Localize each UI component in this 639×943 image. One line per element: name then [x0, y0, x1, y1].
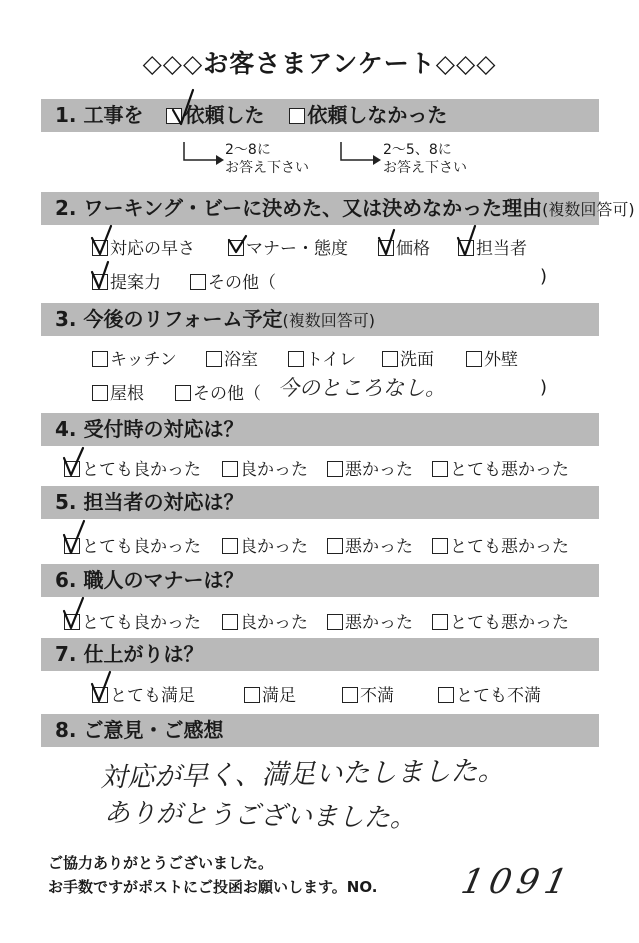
option-label: 提案力	[110, 273, 161, 293]
option-label: 依頼した	[184, 103, 265, 127]
option-label: 悪かった	[345, 537, 413, 557]
q3-other-handwritten: 今のところなし。	[278, 376, 446, 400]
checkbox[interactable]	[327, 461, 343, 477]
option-label: とても良かった	[82, 613, 201, 633]
q6-option-very-good[interactable]	[64, 608, 201, 633]
checkbox[interactable]	[458, 240, 474, 256]
q1-heading: 1. 工事を	[55, 103, 144, 127]
q3-option-bathroom[interactable]	[206, 345, 258, 370]
checkbox[interactable]	[92, 687, 108, 703]
q6-option-bad[interactable]	[327, 608, 413, 633]
q8-comment-line1: 対応が早く、満足いたしました。	[99, 755, 505, 794]
checkbox[interactable]	[92, 351, 108, 367]
q2-heading-band	[41, 192, 635, 225]
q2-option-staff[interactable]	[458, 234, 527, 259]
checkbox[interactable]	[222, 614, 238, 630]
q2-option-proposal[interactable]	[92, 268, 161, 293]
q3-option-washroom[interactable]	[382, 345, 434, 370]
option-label: とても良かった	[82, 537, 201, 557]
checkbox[interactable]	[175, 385, 191, 401]
q3-close-paren: )	[540, 377, 548, 398]
q3-option-toilet[interactable]	[288, 345, 356, 370]
option-label: 良かった	[240, 537, 308, 557]
q4-heading-band	[41, 413, 599, 446]
option-label: トイレ	[306, 350, 357, 370]
checkbox[interactable]	[432, 614, 448, 630]
checkbox[interactable]	[64, 538, 80, 554]
q4-option-good[interactable]	[222, 455, 308, 480]
q4-option-bad[interactable]	[327, 455, 413, 480]
note-line: 2〜5、8に	[383, 142, 452, 158]
arrow-right-icon	[180, 140, 228, 170]
option-label: 価格	[396, 239, 430, 259]
option-label: 外壁	[484, 350, 518, 370]
q3-heading: 3. 今後のリフォーム予定	[55, 307, 283, 331]
checkbox[interactable]	[327, 538, 343, 554]
option-label: 良かった	[240, 460, 308, 480]
note-line: お答え下さい	[225, 160, 309, 176]
q1-option-yes[interactable]	[166, 103, 264, 127]
q3-option-other[interactable]	[175, 379, 261, 404]
q2-close-paren: )	[540, 266, 548, 287]
checkbox[interactable]	[222, 461, 238, 477]
option-label: マナー・態度	[246, 239, 348, 259]
q4-option-very-bad[interactable]	[432, 455, 569, 480]
q7-heading-band	[41, 638, 599, 671]
arrow-right-icon	[337, 140, 385, 170]
footer-thanks: ご協力ありがとうございました。	[48, 854, 274, 872]
q3-option-exterior-wall[interactable]	[466, 345, 518, 370]
option-label: 屋根	[110, 384, 144, 404]
checkbox[interactable]	[206, 351, 222, 367]
q8-heading: 8. ご意見・ご感想	[55, 718, 224, 742]
option-label: とても満足	[110, 686, 195, 706]
q6-heading: 6. 職人のマナーは？	[55, 568, 244, 592]
q1-heading-band	[41, 99, 599, 132]
checkbox[interactable]	[92, 240, 108, 256]
note-line: 2〜8に	[225, 142, 271, 158]
checkbox[interactable]	[222, 538, 238, 554]
checkbox[interactable]	[466, 351, 482, 367]
checkbox[interactable]	[382, 351, 398, 367]
checkbox[interactable]	[378, 240, 394, 256]
q5-heading-band	[41, 486, 599, 519]
q5-option-very-bad[interactable]	[432, 532, 569, 557]
option-label: 依頼しなかった	[307, 103, 448, 127]
checkbox[interactable]	[64, 461, 80, 477]
checkbox[interactable]	[342, 687, 358, 703]
option-label: 不満	[360, 686, 394, 706]
option-label: 担当者	[476, 239, 527, 259]
checkbox[interactable]	[244, 687, 260, 703]
q2-heading-note: (複数回答可)	[542, 200, 635, 219]
checkbox[interactable]	[166, 108, 182, 124]
option-label: 良かった	[240, 613, 308, 633]
option-label: とても悪かった	[450, 460, 569, 480]
option-label: とても良かった	[82, 460, 201, 480]
option-label: 悪かった	[345, 460, 413, 480]
q2-option-manners[interactable]	[228, 234, 348, 259]
checkbox[interactable]	[438, 687, 454, 703]
q2-option-speed[interactable]	[92, 234, 195, 259]
q7-option-dissatisfied[interactable]	[342, 681, 394, 706]
q3-heading-note: (複数回答可)	[282, 311, 375, 330]
q4-heading: 4. 受付時の対応は？	[55, 417, 244, 441]
q5-option-good[interactable]	[222, 532, 308, 557]
option-label: 対応の早さ	[110, 239, 195, 259]
q6-option-good[interactable]	[222, 608, 308, 633]
q7-option-very-satisfied[interactable]	[92, 681, 195, 706]
option-label: キッチン	[110, 350, 177, 370]
q7-heading: 7. 仕上がりは？	[55, 642, 204, 666]
survey-number: 1091	[457, 862, 577, 902]
q3-option-kitchen[interactable]	[92, 345, 177, 370]
checkbox[interactable]	[92, 274, 108, 290]
q8-heading-band	[41, 714, 599, 747]
checkbox[interactable]	[64, 614, 80, 630]
q3-option-roof[interactable]	[92, 379, 144, 404]
q1-option-no[interactable]	[289, 103, 447, 127]
q6-heading-band	[41, 564, 599, 597]
q2-option-other[interactable]	[190, 268, 276, 293]
checkbox[interactable]	[327, 614, 343, 630]
checkbox[interactable]	[92, 385, 108, 401]
checkbox[interactable]	[289, 108, 305, 124]
option-label: 満足	[262, 686, 296, 706]
note-line: お答え下さい	[383, 160, 467, 176]
option-label: 悪かった	[345, 613, 413, 633]
checkbox[interactable]	[432, 538, 448, 554]
q5-heading: 5. 担当者の対応は？	[55, 490, 244, 514]
q8-comment-line2: ありがとうございました。	[103, 798, 417, 834]
q4-option-very-good[interactable]	[64, 455, 201, 480]
option-label: 洗面	[400, 350, 434, 370]
q1-note-yes	[225, 141, 309, 177]
checkbox[interactable]	[432, 461, 448, 477]
survey-title: ◇◇◇お客さまアンケート◇◇◇	[142, 49, 497, 78]
q2-heading: 2. ワーキング・ビーに決めた、又は決めなかった理由	[55, 196, 543, 220]
option-label: その他（	[193, 384, 261, 404]
q5-option-bad[interactable]	[327, 532, 413, 557]
q6-option-very-bad[interactable]	[432, 608, 569, 633]
q7-option-satisfied[interactable]	[244, 681, 296, 706]
option-label: 浴室	[224, 350, 258, 370]
option-label: とても悪かった	[450, 537, 569, 557]
option-label: とても不満	[456, 686, 541, 706]
checkbox[interactable]	[288, 351, 304, 367]
option-label: とても悪かった	[450, 613, 569, 633]
checkbox[interactable]	[190, 274, 206, 290]
q1-note-no	[383, 141, 467, 177]
option-label: その他（	[208, 273, 276, 293]
q3-heading-band	[41, 303, 599, 336]
q2-option-price[interactable]	[378, 234, 430, 259]
q7-option-very-dissatisfied[interactable]	[438, 681, 541, 706]
checkbox[interactable]	[228, 240, 244, 256]
q5-option-very-good[interactable]	[64, 532, 201, 557]
footer-instructions: お手数ですがポストにご投函お願いします。NO.	[48, 878, 378, 896]
